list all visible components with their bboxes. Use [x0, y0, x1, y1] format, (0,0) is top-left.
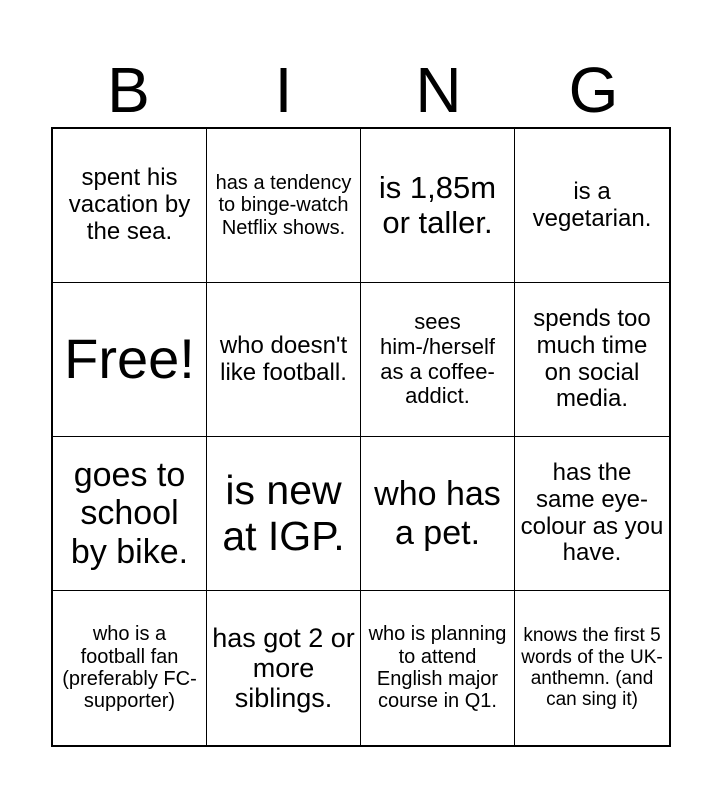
bingo-cell-9[interactable]: goes to school by bike.	[53, 437, 207, 591]
header-letter-b: B	[107, 54, 150, 126]
bingo-cell-free[interactable]: Free!	[53, 283, 207, 437]
bingo-cell-3[interactable]: is 1,85m or taller.	[361, 129, 515, 283]
bingo-cell-13[interactable]: who is a football fan (preferably FC-supporter)	[53, 591, 207, 745]
bingo-cell-1[interactable]: spent his vacation by the sea.	[53, 129, 207, 283]
bingo-cell-4[interactable]: is a vegetarian.	[515, 129, 669, 283]
bingo-cell-7[interactable]: sees him-/herself as a coffee-addict.	[361, 283, 515, 437]
bingo-cell-2[interactable]: has a tendency to binge-watch Netflix shows.	[207, 129, 361, 283]
bingo-cell-12[interactable]: has the same eye-colour as you have.	[515, 437, 669, 591]
bingo-cell-15[interactable]: who is planning to attend English major course in Q1.	[361, 591, 515, 745]
bingo-board	[51, 127, 671, 747]
header-letter-n: N	[415, 54, 462, 126]
bingo-cell-14[interactable]: has got 2 or more siblings.	[207, 591, 361, 745]
bingo-cell-10[interactable]: is new at IGP.	[207, 437, 361, 591]
header-letter-g: G	[568, 54, 619, 126]
bingo-cell-16[interactable]: knows the first 5 words of the UK-anthemn. (and can sing it)	[521, 625, 663, 711]
bingo-header	[51, 52, 671, 128]
bingo-cell-11[interactable]: who has a pet.	[361, 437, 515, 591]
header-letter-i: I	[274, 54, 293, 126]
bingo-cell-8[interactable]: spends too much time on social media.	[515, 283, 669, 437]
bingo-cell-6[interactable]: who doesn't like football.	[207, 283, 361, 437]
